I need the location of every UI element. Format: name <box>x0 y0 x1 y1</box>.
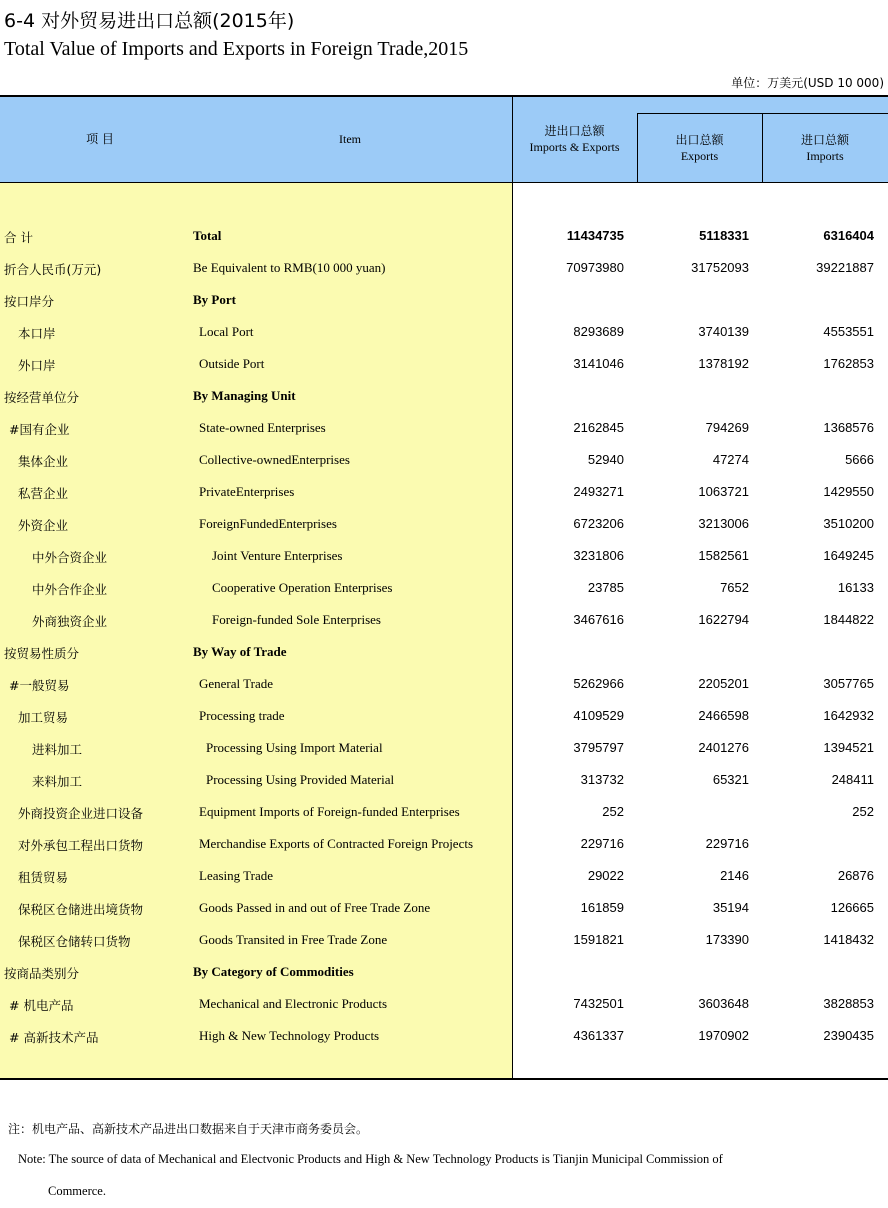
row-label-cn: 进料加工 <box>32 742 83 757</box>
row-label-cn: 外商独资企业 <box>32 614 108 629</box>
value-imports: 248411 <box>831 772 874 787</box>
page-title-en: Total Value of Imports and Exports in Foreign Trade,2015 <box>4 38 469 60</box>
value-imports-exports: 7432501 <box>573 996 624 1011</box>
row-label-cn: # 高新技术产品 <box>9 1030 99 1045</box>
table-row <box>0 956 888 988</box>
row-label-cn: 按口岸分 <box>4 294 55 309</box>
row-label-cn: 外商投资企业进口设备 <box>18 806 144 821</box>
header-col1-en: Imports & Exports <box>529 140 620 154</box>
row-label-en: Processing Using Provided Material <box>206 772 395 787</box>
value-imports-exports: 52940 <box>587 452 624 467</box>
value-imports: 16133 <box>837 580 874 595</box>
row-label-cn: 来料加工 <box>32 774 83 789</box>
table-row <box>0 572 888 604</box>
value-imports: 26876 <box>837 868 874 883</box>
row-label-en: Goods Transited in Free Trade Zone <box>199 932 388 947</box>
table-row <box>0 476 888 508</box>
unit-label: 单位：万美元(USD 10 000) <box>731 76 884 90</box>
row-label-cn: 私营企业 <box>18 486 69 501</box>
value-imports: 2390435 <box>823 1028 874 1043</box>
value-imports-exports: 3231806 <box>573 548 624 563</box>
value-imports-exports: 229716 <box>580 836 624 851</box>
header-col1 <box>513 123 636 155</box>
row-label-en: Local Port <box>199 324 254 339</box>
table-row <box>0 284 888 316</box>
value-imports: 3510200 <box>823 516 874 531</box>
header-col2-cn: 出口总额 <box>675 133 724 147</box>
value-exports: 1378192 <box>698 356 749 371</box>
value-exports: 3603648 <box>698 996 749 1011</box>
value-imports: 1394521 <box>823 740 874 755</box>
row-label-cn: 本口岸 <box>18 326 56 341</box>
value-imports: 1368576 <box>823 420 874 435</box>
table-row <box>0 604 888 636</box>
value-exports: 5118331 <box>699 228 749 243</box>
value-exports: 173390 <box>705 932 749 947</box>
row-label-en: By Way of Trade <box>193 644 287 659</box>
table-row <box>0 860 888 892</box>
row-label-en: Equipment Imports of Foreign-funded Enterprises <box>199 804 460 819</box>
value-exports: 1622794 <box>698 612 749 627</box>
value-imports: 1649245 <box>823 548 874 563</box>
row-label-en: Processing Using Import Material <box>206 740 383 755</box>
row-label-cn: 加工贸易 <box>18 710 69 725</box>
row-label-cn: 按经营单位分 <box>4 390 80 405</box>
value-exports: 1063721 <box>698 484 749 499</box>
header-col1-cn: 进出口总额 <box>544 124 605 138</box>
row-label-en: Be Equivalent to RMB(10 000 yuan) <box>193 260 386 275</box>
table-row <box>0 412 888 444</box>
row-label-en: General Trade <box>199 676 274 691</box>
table-row <box>0 892 888 924</box>
page-title-cn: 6-4 对外贸易进出口总额(2015年) <box>4 10 295 32</box>
row-label-cn: 对外承包工程出口货物 <box>18 838 144 853</box>
row-label-cn: 保税区仓储进出境货物 <box>18 902 144 917</box>
value-exports: 47274 <box>712 452 749 467</box>
header-col3-en: Imports <box>806 149 844 163</box>
value-exports: 1582561 <box>698 548 749 563</box>
row-label-en: Joint Venture Enterprises <box>212 548 343 563</box>
value-imports-exports: 6723206 <box>573 516 624 531</box>
row-label-cn: 租赁贸易 <box>18 870 69 885</box>
table-row <box>0 252 888 284</box>
value-imports: 252 <box>852 804 874 819</box>
footnote-en-line2: Commerce. <box>48 1184 106 1198</box>
row-label-cn: 中外合资企业 <box>32 550 108 565</box>
value-imports-exports: 4109529 <box>573 708 624 723</box>
table-row <box>0 924 888 956</box>
row-label-en: Outside Port <box>199 356 265 371</box>
value-exports: 794269 <box>705 420 749 435</box>
table-row <box>0 316 888 348</box>
value-exports: 2466598 <box>698 708 749 723</box>
table-row <box>0 636 888 668</box>
table-row <box>0 540 888 572</box>
value-imports: 4553551 <box>823 324 874 339</box>
value-exports: 2401276 <box>698 740 749 755</box>
row-label-en: ForeignFundedEnterprises <box>199 516 337 531</box>
row-label-cn: 外口岸 <box>18 358 56 373</box>
value-imports-exports: 3141046 <box>573 356 624 371</box>
value-imports: 3057765 <box>823 676 874 691</box>
value-imports: 1429550 <box>823 484 874 499</box>
table-row <box>0 348 888 380</box>
value-imports-exports: 313732 <box>580 772 624 787</box>
row-label-en: State-owned Enterprises <box>199 420 326 435</box>
row-label-en: Cooperative Operation Enterprises <box>212 580 393 595</box>
table-row <box>0 1020 888 1052</box>
footnote-cn: 注：机电产品、高新技术产品进出口数据来自于天津市商务委员会。 <box>8 1122 369 1136</box>
value-exports: 229716 <box>705 836 749 851</box>
row-label-en: PrivateEnterprises <box>199 484 295 499</box>
value-imports-exports: 70973980 <box>566 260 624 275</box>
table-row <box>0 444 888 476</box>
row-label-en: By Managing Unit <box>193 388 296 403</box>
value-exports: 2205201 <box>698 676 749 691</box>
row-label-en: Goods Passed in and out of Free Trade Zone <box>199 900 431 915</box>
row-label-en: By Category of Commodities <box>193 964 354 979</box>
row-label-en: Foreign-funded Sole Enterprises <box>212 612 381 627</box>
value-imports-exports: 4361337 <box>573 1028 624 1043</box>
header-col3 <box>763 132 887 164</box>
value-imports-exports: 252 <box>602 804 624 819</box>
row-label-en: Leasing Trade <box>199 868 274 883</box>
value-imports-exports: 2162845 <box>573 420 624 435</box>
trade-table <box>0 95 888 1080</box>
table-row <box>0 668 888 700</box>
value-imports-exports: 3795797 <box>573 740 624 755</box>
value-exports: 31752093 <box>691 260 749 275</box>
table-row <box>0 380 888 412</box>
table-row <box>0 732 888 764</box>
value-exports: 35194 <box>712 900 749 915</box>
row-label-cn: 保税区仓储转口货物 <box>18 934 131 949</box>
row-label-cn: 按商品类别分 <box>4 966 80 981</box>
value-imports: 5666 <box>845 452 874 467</box>
value-imports-exports: 8293689 <box>573 324 624 339</box>
value-imports: 6316404 <box>823 228 874 243</box>
table-row <box>0 988 888 1020</box>
value-imports: 126665 <box>830 900 874 915</box>
header-col3-cn: 进口总额 <box>800 133 849 147</box>
table-row <box>0 508 888 540</box>
value-exports: 7652 <box>720 580 749 595</box>
value-imports: 3828853 <box>823 996 874 1011</box>
table-row <box>0 828 888 860</box>
value-exports: 1970902 <box>698 1028 749 1043</box>
row-label-en: Merchandise Exports of Contracted Foreign Projects <box>199 836 474 851</box>
table-row <box>0 700 888 732</box>
value-imports-exports: 2493271 <box>573 484 624 499</box>
value-imports: 39221887 <box>816 260 874 275</box>
value-imports-exports: 23785 <box>587 580 624 595</box>
row-label-cn: # 机电产品 <box>9 998 74 1013</box>
row-label-cn: 折合人民币(万元) <box>4 262 102 277</box>
row-label-cn: #一般贸易 <box>9 678 70 693</box>
row-label-cn: 按贸易性质分 <box>4 646 80 661</box>
value-imports: 1642932 <box>823 708 874 723</box>
value-imports-exports: 3467616 <box>573 612 624 627</box>
header-col2 <box>638 132 761 164</box>
row-label-cn: 外资企业 <box>18 518 69 533</box>
table-row <box>0 220 888 252</box>
value-imports: 1418432 <box>823 932 874 947</box>
value-imports-exports: 161859 <box>580 900 624 915</box>
value-imports-exports: 1591821 <box>573 932 624 947</box>
row-label-en: Collective-ownedEnterprises <box>199 452 350 467</box>
value-exports: 3740139 <box>698 324 749 339</box>
value-imports-exports: 11434735 <box>566 228 624 243</box>
row-label-cn: 集体企业 <box>18 454 69 469</box>
value-imports: 1762853 <box>823 356 874 371</box>
value-imports: 1844822 <box>823 612 874 627</box>
row-label-en: Total <box>193 228 222 243</box>
row-label-cn: 中外合作企业 <box>32 582 108 597</box>
header-col2-en: Exports <box>680 149 719 163</box>
value-imports-exports: 29022 <box>587 868 624 883</box>
row-label-cn: 合 计 <box>4 230 33 245</box>
row-label-en: High & New Technology Products <box>199 1028 380 1043</box>
value-imports-exports: 5262966 <box>573 676 624 691</box>
row-label-cn: #国有企业 <box>9 422 70 437</box>
value-exports: 2146 <box>720 868 749 883</box>
table-row <box>0 796 888 828</box>
row-label-en: Processing trade <box>199 708 285 723</box>
value-exports: 65321 <box>712 772 749 787</box>
footnote-en-line1: Note: The source of data of Mechanical and Electvonic Products and High & New Technology Products is Tianjin Municipal Commission of <box>18 1152 723 1166</box>
value-exports: 3213006 <box>698 516 749 531</box>
table-row <box>0 764 888 796</box>
row-label-en: By Port <box>193 292 236 307</box>
header-item-en: Item <box>339 132 361 146</box>
header-subline <box>637 113 888 114</box>
table-bottom-border <box>0 1078 888 1080</box>
row-label-en: Mechanical and Electronic Products <box>199 996 388 1011</box>
header-item-cn: 项 目 <box>86 132 114 146</box>
